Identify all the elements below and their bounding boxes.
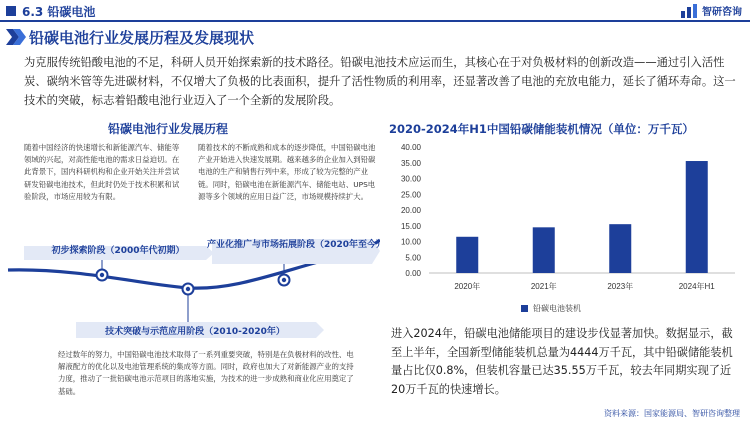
logo-icon bbox=[680, 4, 698, 18]
bar bbox=[533, 227, 555, 273]
timeline-title: 铅碳电池行业发展历程 bbox=[108, 122, 229, 136]
section-marker bbox=[6, 6, 16, 16]
x-tick-label: 2024年H1 bbox=[678, 282, 715, 291]
y-tick-label: 15.00 bbox=[400, 221, 421, 231]
section-header bbox=[0, 0, 750, 22]
x-tick-label: 2021年 bbox=[530, 282, 557, 291]
bar bbox=[609, 224, 631, 273]
stage-1-description: 随着中国经济的快速增长和新能源汽车、储能等领域的兴起，对高性能电池的需求日益迫切。在此背景下，国内科研机构和企业开始关注并尝试研发铅碳电池技术，但此时仍处于技术积累和试验阶段，市场应用较为有限。 bbox=[24, 143, 180, 201]
stage-2-description: 随着技术的不断成熟和成本的逐步降低，中国铅碳电池产业开始进入快速发展期。越来越多的企业加入到铅碳电池的生产和销售行列中来，形成了较为完整的产业链。同时，铅碳电池在新能源汽车、储能电站、UPS电源等多个领域的应用日益广泛，市场规模持续扩大。 bbox=[198, 143, 376, 201]
y-tick-label: 5.00 bbox=[405, 253, 421, 263]
intro-paragraph: 为克服传统铅酸电池的不足，科研人员开始探索新的技术路径。铅碳电池技术应运而生，其核心在于对负极材料的创新改造——通过引入活性炭、碳纳米管等先进碳材料，不仅增大了负极的比表面积，提升了活性物质的利用率，还显著改善了电池的充放电能力，延长了循环寿命。这一技术的突破，标志着铅酸电池行业迈入了一个全新的发展阶段。 bbox=[24, 56, 736, 107]
chart-svg bbox=[385, 121, 747, 321]
development-timeline bbox=[0, 118, 386, 422]
installed-capacity-chart bbox=[385, 121, 747, 321]
stage-3-label: 技术突破与示范应用阶段（2010-2020年） bbox=[105, 327, 285, 337]
y-tick-label: 10.00 bbox=[400, 237, 421, 247]
y-tick-label: 40.00 bbox=[400, 143, 421, 152]
brand-logo bbox=[680, 3, 742, 18]
main-title-bar bbox=[6, 26, 254, 48]
header-rule bbox=[0, 20, 750, 22]
section-title: 6.3 铅碳电池 bbox=[22, 5, 96, 19]
summary-paragraph: 进入2024年，铅碳电池储能项目的建设步伐显著加快。数据显示，截至上半年，全国新型储能装机总量为4444万千瓦，其中铅碳储能装机量占比仅0.8%，但装机容量已达35.55万千瓦，较去年同期实现了近20万千瓦的快速增长。 bbox=[391, 327, 733, 396]
y-tick-label: 35.00 bbox=[400, 158, 421, 168]
page-title: 铅碳电池行业发展历程及发展现状 bbox=[29, 28, 255, 47]
legend-label: 铅碳电池装机 bbox=[533, 304, 581, 313]
y-tick-label: 0.00 bbox=[405, 269, 421, 278]
stage-1-label: 初步探索阶段（2000年代初期） bbox=[51, 246, 185, 256]
y-tick-label: 20.00 bbox=[400, 206, 421, 215]
double-chevron-icon bbox=[6, 29, 26, 45]
legend-swatch bbox=[521, 305, 528, 312]
bar bbox=[686, 161, 708, 273]
x-tick-label: 2023年 bbox=[607, 282, 634, 291]
x-tick-label: 2020年 bbox=[454, 282, 481, 291]
source-note: 资料来源：国家能源局、智研咨询整理 bbox=[604, 409, 740, 418]
stage-2-label: 产业化推广与市场拓展阶段（2020年至今） bbox=[206, 240, 386, 250]
stage-3-description: 经过数年的努力，中国铅碳电池技术取得了一系列重要突破，特别是在负极材料的改性、电解液配方的优化以及电池管理系统的集成等方面。同时，政府也加大了对新能源产业的支持力度，推动了一批铅碳电池示范项目的落地实施，为技术的进一步成熟和商业化应用奠定了基础。 bbox=[58, 350, 354, 396]
bar bbox=[456, 237, 478, 273]
logo-text: 智研咨询 bbox=[702, 7, 742, 18]
y-tick-label: 25.00 bbox=[400, 190, 421, 200]
y-tick-label: 30.00 bbox=[400, 174, 421, 184]
chart-title: 2020-2024年H1中国铅碳储能装机情况（单位：万千瓦） bbox=[389, 122, 694, 136]
